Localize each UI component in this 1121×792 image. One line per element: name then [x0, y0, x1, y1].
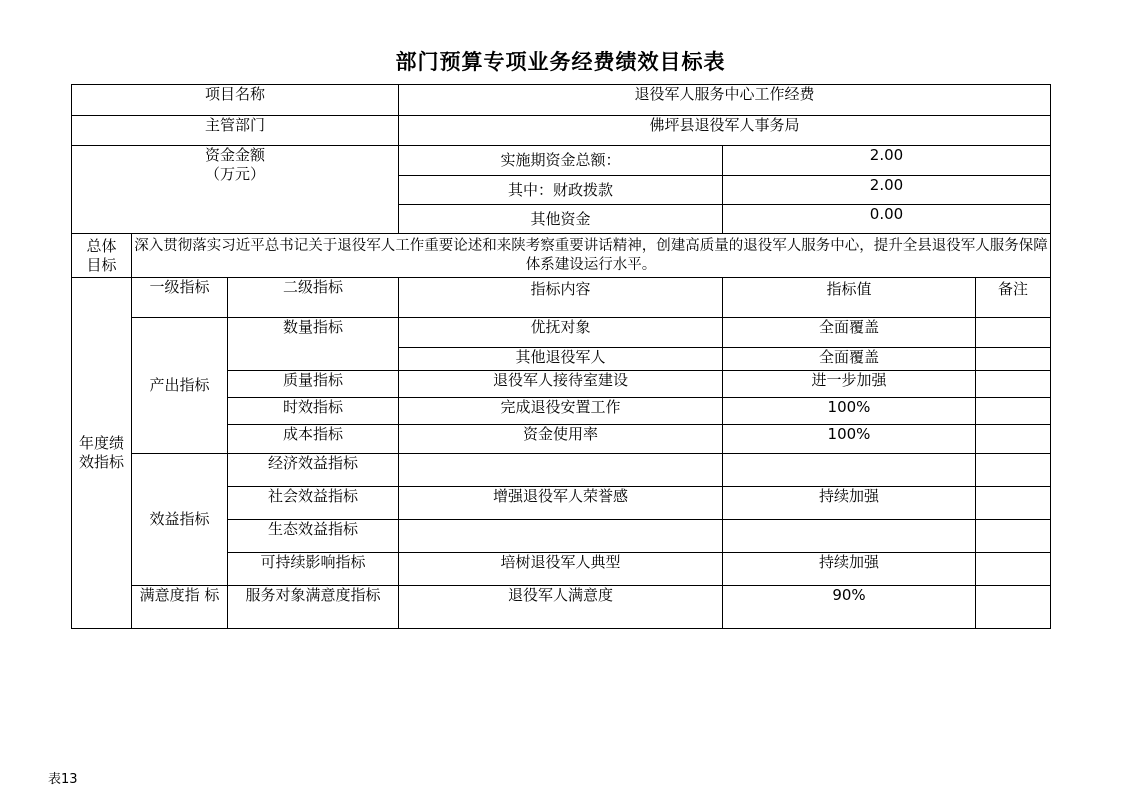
cost-indicator-label: 成本指标 — [228, 425, 399, 454]
quantity-value-1: 全面覆盖 — [723, 318, 976, 348]
social-indicator-label: 社会效益指标 — [228, 487, 399, 520]
quality-value: 进一步加强 — [723, 371, 976, 398]
funds-total-row — [72, 146, 1051, 176]
satisfaction-content: 退役军人满意度 — [399, 586, 723, 629]
annual-indicators-label-line1: 年度绩 — [78, 434, 124, 452]
sustainable-remark — [976, 553, 1051, 586]
funds-total-value: 2.00 — [723, 146, 1051, 176]
quantity-indicator-label-cont — [228, 348, 399, 371]
satisfaction-sub-label: 服务对象满意度指标 — [228, 586, 399, 629]
funds-fiscal-value: 2.00 — [723, 176, 1051, 205]
output-indicators-label: 产出指标 — [132, 318, 228, 454]
funds-total-label: 实施期资金总额： — [399, 146, 723, 176]
cost-content: 资金使用率 — [399, 425, 723, 454]
quality-content: 退役军人接待室建设 — [399, 371, 723, 398]
social-content: 增强退役军人荣誉感 — [399, 487, 723, 520]
funds-fiscal-label: 其中：财政拨款 — [399, 176, 723, 205]
quantity-content-2: 其他退役军人 — [399, 348, 723, 371]
social-value: 持续加强 — [723, 487, 976, 520]
benefit-economic-row — [72, 454, 1051, 487]
timeliness-content: 完成退役安置工作 — [399, 398, 723, 425]
overall-goal-text: 深入贯彻落实习近平总书记关于退役军人工作重要论述和来陕考察重要讲话精神，创建高质量的退役军人服务中心，提升全县退役军人服务保障体系建设运行水平。 — [132, 234, 1051, 278]
timeliness-indicator-label: 时效指标 — [228, 398, 399, 425]
cost-remark — [976, 425, 1051, 454]
ecological-content — [399, 520, 723, 553]
header-content: 指标内容 — [399, 278, 723, 318]
header-level2: 二级指标 — [228, 278, 399, 318]
timeliness-remark — [976, 398, 1051, 425]
indicator-header-row — [72, 278, 1051, 318]
ecological-value — [723, 520, 976, 553]
cost-value: 100% — [723, 425, 976, 454]
overall-goal-row — [72, 234, 1051, 278]
satisfaction-indicators-label: 满意度指 标 — [132, 586, 228, 629]
ecological-indicator-label: 生态效益指标 — [228, 520, 399, 553]
page-title: 部门预算专项业务经费绩效目标表 — [395, 49, 726, 74]
annual-indicators-label — [72, 278, 132, 629]
funds-amount-label — [72, 146, 399, 234]
funds-other-value: 0.00 — [723, 205, 1051, 234]
header-remark: 备注 — [976, 278, 1051, 318]
satisfaction-row — [72, 586, 1051, 629]
project-name-label: 项目名称 — [72, 85, 399, 116]
performance-target-table — [71, 84, 1051, 629]
department-row — [72, 116, 1051, 146]
social-remark — [976, 487, 1051, 520]
economic-remark — [976, 454, 1051, 487]
project-name-value: 退役军人服务中心工作经费 — [399, 85, 1051, 116]
satisfaction-remark — [976, 586, 1051, 629]
overall-goal-label — [72, 234, 132, 278]
funds-other-label: 其他资金 — [399, 205, 723, 234]
benefit-indicators-label: 效益指标 — [132, 454, 228, 586]
quality-indicator-label: 质量指标 — [228, 371, 399, 398]
sustainable-content: 培树退役军人典型 — [399, 553, 723, 586]
project-name-row — [72, 85, 1051, 116]
funds-amount-label-line2: （万元） — [204, 165, 265, 183]
overall-goal-label-line1: 总体 — [86, 236, 117, 255]
header-value: 指标值 — [723, 278, 976, 318]
overall-goal-label-line2: 目标 — [86, 255, 117, 274]
economic-value — [723, 454, 976, 487]
quality-remark — [976, 371, 1051, 398]
satisfaction-value: 90% — [723, 586, 976, 629]
quantity-remark-2 — [976, 348, 1051, 371]
annual-indicators-label-line2: 效指标 — [78, 453, 124, 471]
department-label: 主管部门 — [72, 116, 399, 146]
sustainable-value: 持续加强 — [723, 553, 976, 586]
quantity-value-2: 全面覆盖 — [723, 348, 976, 371]
quantity-indicator-label: 数量指标 — [228, 318, 399, 348]
table-number: 表13 — [48, 772, 78, 787]
economic-content — [399, 454, 723, 487]
ecological-remark — [976, 520, 1051, 553]
quantity-content-1: 优抚对象 — [399, 318, 723, 348]
header-level1: 一级指标 — [132, 278, 228, 318]
quantity-remark-1 — [976, 318, 1051, 348]
economic-indicator-label: 经济效益指标 — [228, 454, 399, 487]
funds-amount-label-line1: 资金金额 — [204, 146, 265, 164]
output-quantity-row-1 — [72, 318, 1051, 348]
sustainable-indicator-label: 可持续影响指标 — [228, 553, 399, 586]
timeliness-value: 100% — [723, 398, 976, 425]
department-value: 佛坪县退役军人事务局 — [399, 116, 1051, 146]
